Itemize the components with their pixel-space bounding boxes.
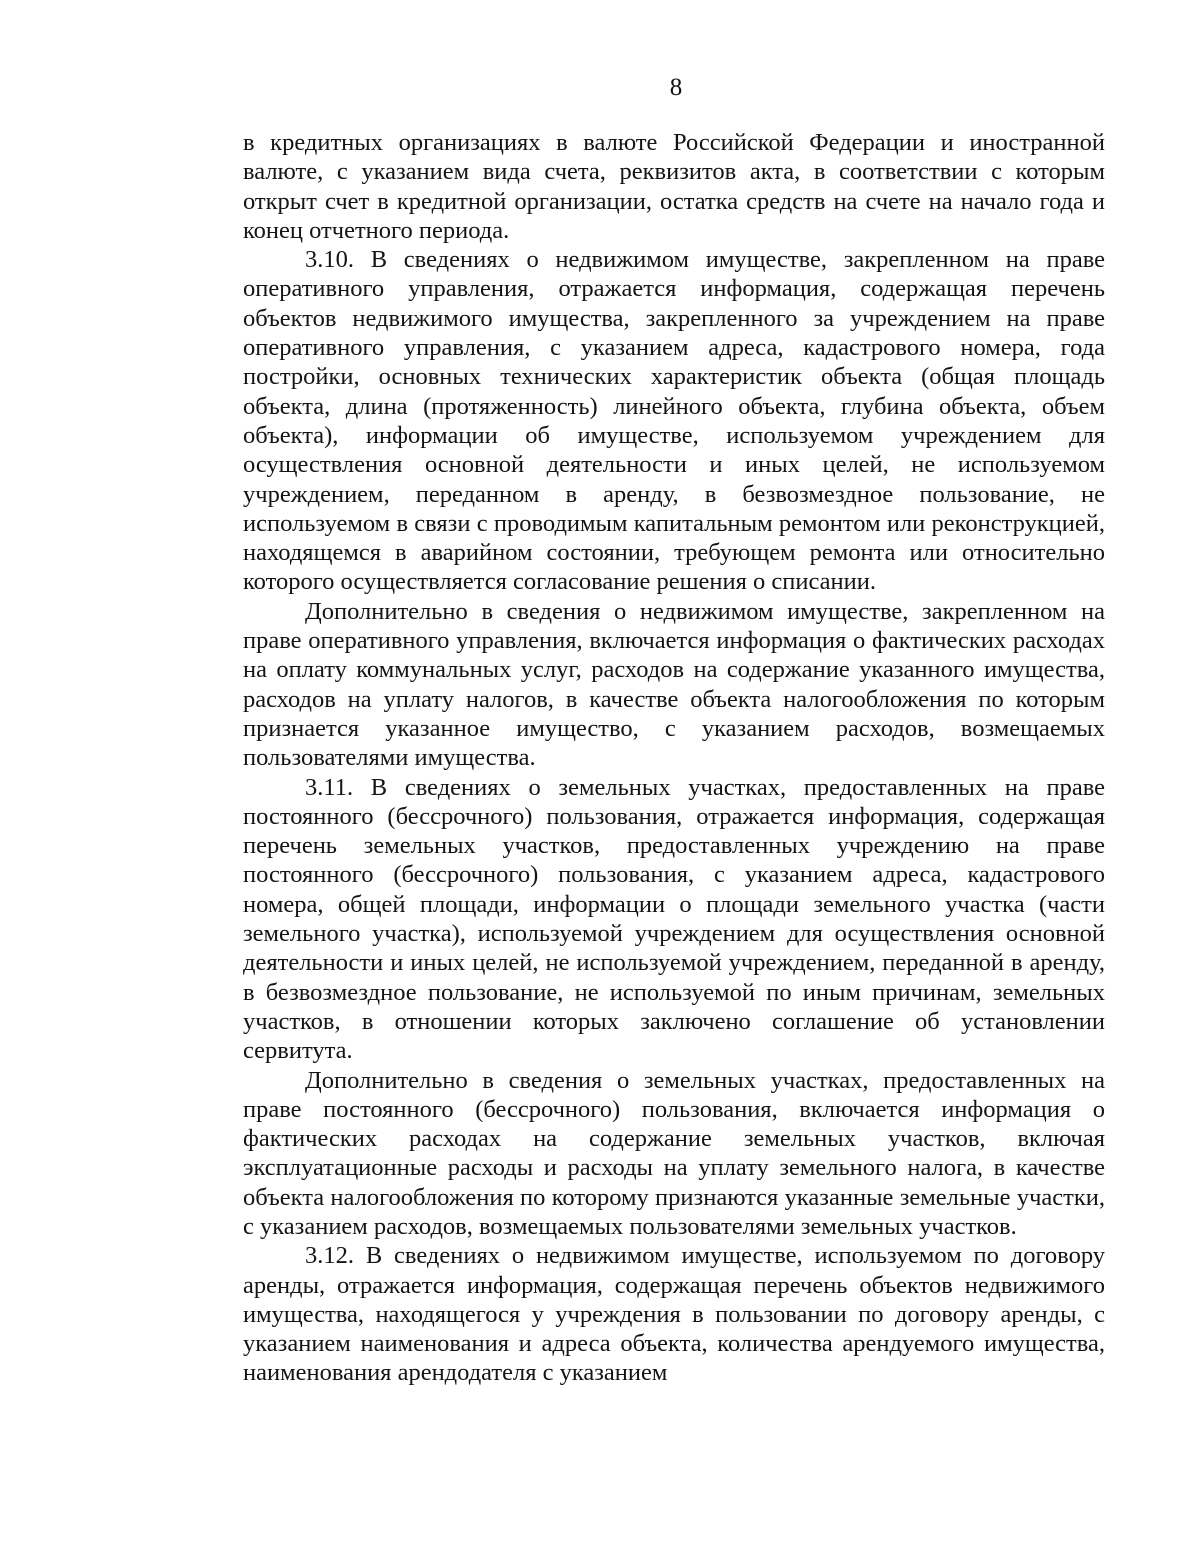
paragraph-3-11: 3.11. В сведениях о земельных участках, предоставленных на праве постоянного (бессрочного) пользования, отражается информация, содержащая перечень земельных участков, предоставленных учреждению на праве постоянного (бессрочного) пользования, с указанием адреса, кадастрового номера, общей площади, информации о площади земельного участка (части земельного участка), используемой учреждением для осуществления основной деятельности и иных целей, не используемой учреждением, переданной в аренду, в безвозмездное пользование, не используемой по иным причинам, земельных участков, в отношении которых заключено соглашение об установлении сервитута. (243, 773, 1105, 1065)
document-body (243, 128, 1105, 1388)
paragraph-3-12: 3.12. В сведениях о недвижимом имуществе, используемом по договору аренды, отражается информация, содержащая перечень объектов недвижимого имущества, находящегося у учреждения в пользовании по договору аренды, с указанием наименования и адреса объекта, количества арендуемого имущества, наименования арендодателя с указанием (243, 1242, 1105, 1387)
paragraph-3-11-additional: Дополнительно в сведения о земельных участках, предоставленных на праве постоянного (бессрочного) пользования, включается информация о фактических расходах на содержание земельных участков, включая эксплуатационные расходы и расходы на уплату земельного налога, в качестве объекта налогообложения по которому признаются указанные земельные участки, с указанием расходов, возмещаемых пользователями земельных участков. (243, 1066, 1105, 1240)
paragraph-3-10: 3.10. В сведениях о недвижимом имуществе, закрепленном на праве оперативного управления, отражается информация, содержащая перечень объектов недвижимого имущества, закрепленного за учреждением на праве оперативного управления, с указанием адреса, кадастрового номера, года постройки, основных технических характеристик объекта (общая площадь объекта, длина (протяженность) линейного объекта, глубина объекта, объем объекта), информации об имуществе, используемом учреждением для осуществления основной деятельности и иных целей, не используемом учреждением, переданном в аренду, в безвозмездное пользование, не используемом в связи с проводимым капитальным ремонтом или реконструкцией, находящемся в аварийном состоянии, требующем ремонта или относительно которого осуществляется согласование решения о списании. (243, 246, 1105, 596)
paragraph-3-10-additional: Дополнительно в сведения о недвижимом имуществе, закрепленном на праве оперативного управления, включается информация о фактических расходах на оплату коммунальных услуг, расходов на содержание указанного имущества, расходов на уплату налогов, в качестве объекта налогообложения по которым признается указанное имущество, с указанием расходов, возмещаемых пользователями имущества. (243, 597, 1105, 772)
page-number: 8 (669, 74, 683, 101)
paragraph-continuation: в кредитных организациях в валюте Российской Федерации и иностранной валюте, с указанием вида счета, реквизитов акта, в соответствии с которым открыт счет в кредитной организации, остатка средств на счете на начало года и конец отчетного периода. (243, 129, 1105, 244)
